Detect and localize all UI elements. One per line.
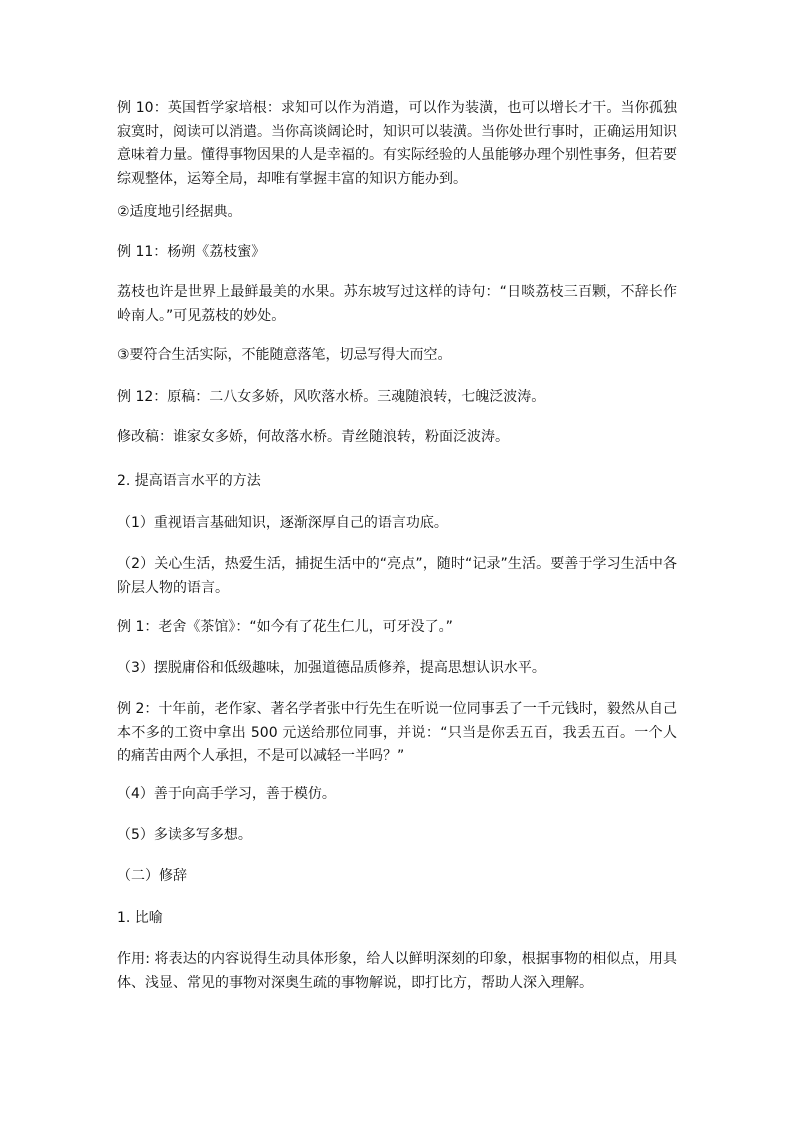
paragraph-example-2: 例 2：十年前，老作家、著名学者张中行先生在听说一位同事丢了一千元钱时，毅然从自己本不多的工资中拿出 500 元送给那位同事，并说：“只当是你丢五百，我丢五百。一个人的痛苦由两个人承担，不是可以减轻一半吗？” xyxy=(117,701,677,764)
paragraph-lychee: 荔枝也许是世界上最鲜最美的水果。苏东坡写过这样的诗句：“日啖荔枝三百颗，不辞长作岭南人。”可见荔枝的妙处。 xyxy=(117,284,677,324)
paragraph-method-2: （2）关心生活，热爱生活，捕捉生活中的“亮点”，随时“记录”生活。要善于学习生活中各阶层人物的语言。 xyxy=(117,556,677,596)
paragraph-example-12-original: 例 12：原稿：二八女多娇，风吹落水桥。三魂随浪转，七魄泛波涛。 xyxy=(117,389,546,405)
paragraph-method-5: （5）多读多写多想。 xyxy=(117,827,252,843)
paragraph-metaphor-function: 作用: 将表达的内容说得生动具体形象，给人以鲜明深刻的印象，根据事物的相似点，用具体、浅显、常见的事物对深奥生疏的事物解说，即打比方，帮助人深入理解。 xyxy=(117,951,677,991)
section-heading-rhetoric: （二）修辞 xyxy=(117,868,187,884)
paragraph-method-1: （1）重视语言基础知识，逐渐深厚自己的语言功底。 xyxy=(117,515,448,531)
paragraph-method-3: （3）摆脱庸俗和低级趣味，加强道德品质修养，提高思想认识水平。 xyxy=(117,660,546,676)
paragraph-example-12-revised: 修改稿：谁家女多娇，何故落水桥。青丝随浪转，粉面泛波涛。 xyxy=(117,429,509,445)
section-heading-language-methods: 2. 提高语言水平的方法 xyxy=(117,473,261,489)
paragraph-example-11: 例 11：杨朔《荔枝蜜》 xyxy=(117,244,266,260)
subheading-metaphor: 1. 比喻 xyxy=(117,910,163,926)
paragraph-example-10-bacon: 例 10：英国哲学家培根：求知可以作为消遣，可以作为装潢，也可以增长才干。当你孤独寂寞时，阅读可以消遣。当你高谈阔论时，知识可以装潢。当你处世行事时，正确运用知识意味着力量。懂得事物因果的人是幸福的。有实际经验的人虽能够办理个别性事务，但若要综观整体，运筹全局，却唯有掌握丰富的知识方能办到。 xyxy=(117,100,677,187)
paragraph-real-life: ③要符合生活实际，不能随意落笔，切忌写得大而空。 xyxy=(117,347,452,363)
paragraph-example-1-teahouse: 例 1：老舍《茶馆》：“如今有了花生仁儿，可牙没了。” xyxy=(117,619,453,635)
paragraph-quote-classics: ②适度地引经据典。 xyxy=(117,204,242,220)
paragraph-method-4: （4）善于向高手学习，善于模仿。 xyxy=(117,786,336,802)
